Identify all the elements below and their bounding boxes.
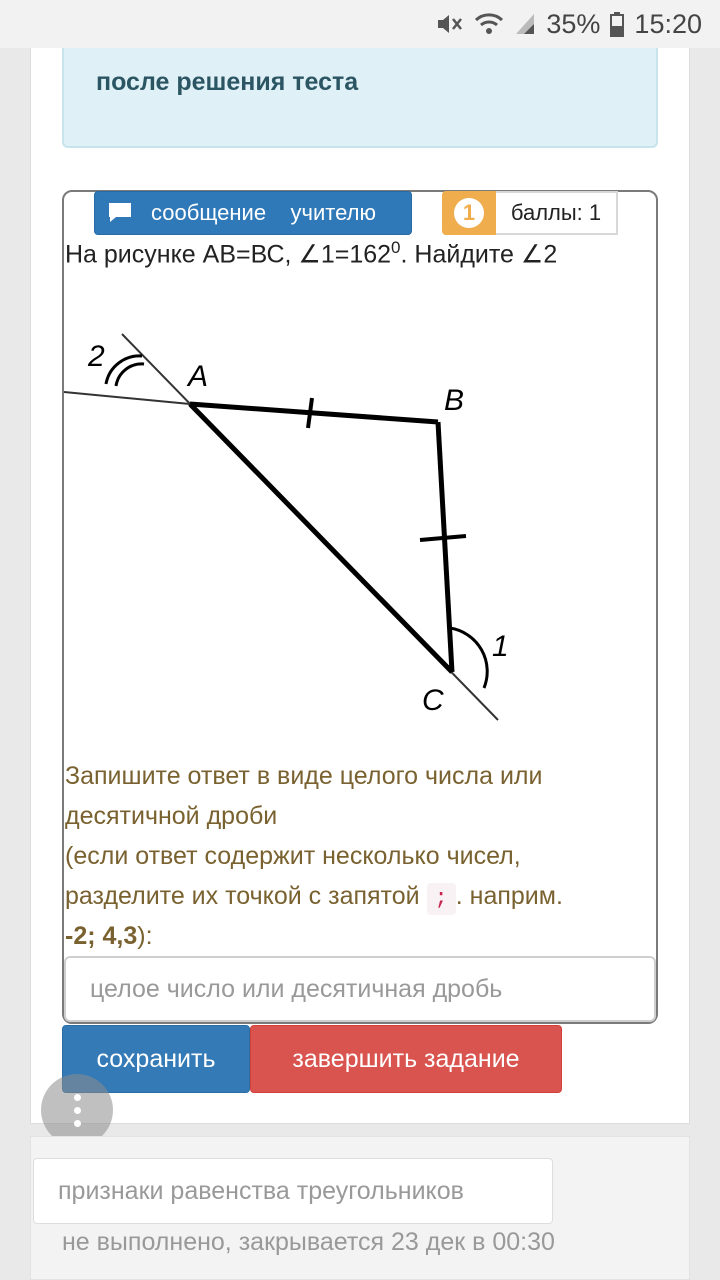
message-teacher-button[interactable] bbox=[94, 191, 412, 235]
angle-1-arc bbox=[450, 628, 487, 688]
topic-link[interactable]: признаки равенства треугольников bbox=[33, 1158, 553, 1224]
question-given: 1=162 bbox=[320, 240, 392, 269]
instruction-text: . наприм. bbox=[455, 882, 563, 910]
line-through-a bbox=[64, 392, 190, 404]
mute-icon bbox=[436, 11, 464, 37]
degree-exponent: 0 bbox=[391, 238, 401, 257]
question-mid: . Найдите bbox=[400, 240, 521, 269]
side-ac bbox=[190, 404, 452, 672]
dot bbox=[74, 1107, 81, 1114]
label-a: A bbox=[188, 360, 209, 393]
info-box bbox=[62, 48, 658, 148]
battery-icon bbox=[610, 11, 624, 37]
question-text bbox=[65, 238, 557, 269]
side-bc bbox=[438, 422, 452, 672]
semicolon-code: ; bbox=[427, 883, 456, 915]
battery-percent: 35% bbox=[546, 8, 601, 39]
signal-icon bbox=[514, 11, 536, 37]
instruction-line: (если ответ содержит несколько чисел, bbox=[65, 842, 521, 870]
angle-symbol: ∠ bbox=[298, 240, 321, 269]
task-number: 1 bbox=[454, 198, 484, 228]
angle-2-arc-inner bbox=[116, 364, 144, 386]
task-status: не выполнено, закрывается 23 дек в 00:30 bbox=[62, 1228, 555, 1256]
instruction-line bbox=[65, 876, 645, 916]
info-text: после решения теста bbox=[96, 68, 359, 96]
tick-ab bbox=[308, 398, 312, 428]
side-ab bbox=[190, 404, 438, 422]
question-prefix: На рисунке АВ=ВС, bbox=[65, 240, 299, 269]
answer-input[interactable] bbox=[64, 956, 656, 1022]
label-2: 2 bbox=[88, 340, 105, 373]
chat-icon bbox=[107, 202, 133, 224]
instruction-line: десятичной дроби bbox=[65, 802, 278, 830]
clock: 15:20 bbox=[634, 8, 702, 39]
message-teacher-label: сообщение учителю bbox=[151, 200, 376, 225]
finish-task-button[interactable]: завершить задание bbox=[250, 1025, 562, 1093]
answer-instructions bbox=[65, 756, 645, 956]
instruction-line: Запишите ответ в виде целого числа или bbox=[65, 762, 543, 790]
status-bar bbox=[0, 0, 720, 48]
dot bbox=[74, 1094, 81, 1101]
task-number-badge bbox=[442, 191, 496, 235]
points-label: баллы: 1 bbox=[496, 191, 618, 235]
triangle-figure bbox=[64, 320, 514, 730]
label-1: 1 bbox=[492, 630, 509, 663]
dot bbox=[74, 1120, 81, 1127]
save-button[interactable]: сохранить bbox=[62, 1025, 250, 1093]
wifi-icon bbox=[474, 11, 504, 37]
question-target: 2 bbox=[543, 240, 558, 269]
label-c: C bbox=[422, 684, 444, 717]
label-b: B bbox=[444, 384, 465, 417]
instruction-text: ): bbox=[137, 922, 153, 950]
instruction-text: разделите их точкой с запятой bbox=[65, 882, 427, 910]
tick-bc bbox=[420, 536, 466, 540]
example-value: -2; 4,3 bbox=[65, 922, 138, 950]
instruction-line bbox=[65, 916, 645, 956]
angle-symbol: ∠ bbox=[520, 240, 544, 269]
